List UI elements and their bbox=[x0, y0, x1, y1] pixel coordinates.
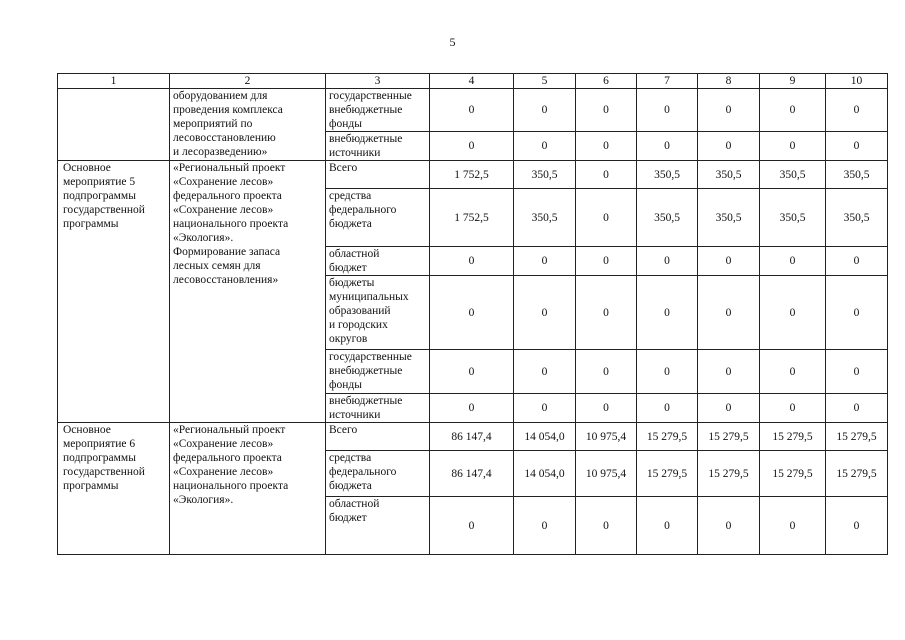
amount-cell: 0 bbox=[760, 132, 826, 161]
amount-cell: 0 bbox=[826, 247, 888, 276]
header-cell: 1 bbox=[58, 74, 170, 89]
amount-cell: 0 bbox=[576, 132, 637, 161]
amount-cell: 0 bbox=[760, 247, 826, 276]
amount-cell: 0 bbox=[637, 497, 698, 555]
amount-cell: 0 bbox=[637, 132, 698, 161]
amount-cell: 0 bbox=[760, 350, 826, 394]
amount-cell: 0 bbox=[698, 247, 760, 276]
header-cell: 9 bbox=[760, 74, 826, 89]
funding-source-cell: Всего bbox=[326, 423, 430, 451]
amount-cell: 0 bbox=[576, 247, 637, 276]
header-cell: 3 bbox=[326, 74, 430, 89]
amount-cell: 0 bbox=[514, 394, 576, 423]
amount-cell: 0 bbox=[514, 89, 576, 132]
amount-cell: 0 bbox=[698, 276, 760, 350]
amount-cell: 350,5 bbox=[760, 161, 826, 189]
amount-cell: 0 bbox=[698, 394, 760, 423]
table-row bbox=[58, 161, 888, 189]
header-cell: 10 bbox=[826, 74, 888, 89]
amount-cell: 0 bbox=[826, 89, 888, 132]
amount-cell: 0 bbox=[514, 132, 576, 161]
amount-cell: 0 bbox=[826, 394, 888, 423]
funding-source-cell: средства федерального бюджета bbox=[326, 451, 430, 497]
amount-cell: 0 bbox=[760, 497, 826, 555]
amount-cell: 0 bbox=[760, 89, 826, 132]
amount-cell: 86 147,4 bbox=[430, 423, 514, 451]
amount-cell: 15 279,5 bbox=[826, 423, 888, 451]
measure-description-cell: «Региональный проект «Сохранение лесов» федерального проекта «Сохранение лесов» национального проекта «Экология». bbox=[170, 423, 326, 555]
funding-source-cell: внебюджетные источники bbox=[326, 394, 430, 423]
amount-cell: 350,5 bbox=[760, 189, 826, 247]
table-row bbox=[58, 423, 888, 451]
amount-cell: 0 bbox=[430, 247, 514, 276]
header-cell: 2 bbox=[170, 74, 326, 89]
amount-cell: 15 279,5 bbox=[760, 451, 826, 497]
amount-cell: 350,5 bbox=[698, 161, 760, 189]
funding-source-cell: бюджеты муниципальных образований и городских округов bbox=[326, 276, 430, 350]
amount-cell: 350,5 bbox=[514, 189, 576, 247]
measure-title-cell: Основное мероприятие 6 подпрограммы государственной программы bbox=[58, 423, 170, 555]
amount-cell: 0 bbox=[760, 394, 826, 423]
measure-description-cell: оборудованием для проведения комплекса мероприятий по лесовосстановлению и лесоразведению» bbox=[170, 89, 326, 161]
header-cell: 7 bbox=[637, 74, 698, 89]
amount-cell: 350,5 bbox=[637, 161, 698, 189]
amount-cell: 0 bbox=[637, 394, 698, 423]
amount-cell: 0 bbox=[430, 497, 514, 555]
amount-cell: 0 bbox=[698, 497, 760, 555]
table-body bbox=[58, 74, 888, 555]
amount-cell: 15 279,5 bbox=[698, 423, 760, 451]
measure-title-cell: Основное мероприятие 5 подпрограммы государственной программы bbox=[58, 161, 170, 423]
funding-source-cell: средства федерального бюджета bbox=[326, 189, 430, 247]
amount-cell: 86 147,4 bbox=[430, 451, 514, 497]
measure-title-cell bbox=[58, 89, 170, 161]
funding-source-cell: государственные внебюджетные фонды bbox=[326, 89, 430, 132]
amount-cell: 15 279,5 bbox=[637, 423, 698, 451]
amount-cell: 0 bbox=[637, 276, 698, 350]
amount-cell: 0 bbox=[576, 497, 637, 555]
amount-cell: 0 bbox=[576, 276, 637, 350]
amount-cell: 0 bbox=[826, 276, 888, 350]
amount-cell: 0 bbox=[698, 89, 760, 132]
amount-cell: 0 bbox=[637, 350, 698, 394]
amount-cell: 0 bbox=[430, 89, 514, 132]
amount-cell: 0 bbox=[514, 350, 576, 394]
amount-cell: 0 bbox=[826, 350, 888, 394]
amount-cell: 15 279,5 bbox=[760, 423, 826, 451]
header-cell: 5 bbox=[514, 74, 576, 89]
amount-cell: 10 975,4 bbox=[576, 451, 637, 497]
amount-cell: 14 054,0 bbox=[514, 423, 576, 451]
funding-source-cell: государственные внебюджетные фонды bbox=[326, 350, 430, 394]
header-cell: 4 bbox=[430, 74, 514, 89]
amount-cell: 0 bbox=[576, 161, 637, 189]
amount-cell: 0 bbox=[637, 247, 698, 276]
amount-cell: 0 bbox=[576, 89, 637, 132]
amount-cell: 350,5 bbox=[637, 189, 698, 247]
budget-table bbox=[57, 73, 888, 555]
funding-source-cell: Всего bbox=[326, 161, 430, 189]
amount-cell: 350,5 bbox=[698, 189, 760, 247]
amount-cell: 0 bbox=[826, 132, 888, 161]
header-cell: 8 bbox=[698, 74, 760, 89]
amount-cell: 0 bbox=[826, 497, 888, 555]
amount-cell: 350,5 bbox=[514, 161, 576, 189]
amount-cell: 0 bbox=[514, 247, 576, 276]
amount-cell: 0 bbox=[698, 132, 760, 161]
amount-cell: 1 752,5 bbox=[430, 161, 514, 189]
amount-cell: 0 bbox=[760, 276, 826, 350]
amount-cell: 0 bbox=[514, 497, 576, 555]
amount-cell: 0 bbox=[430, 394, 514, 423]
amount-cell: 0 bbox=[576, 189, 637, 247]
amount-cell: 15 279,5 bbox=[826, 451, 888, 497]
amount-cell: 10 975,4 bbox=[576, 423, 637, 451]
amount-cell: 0 bbox=[430, 276, 514, 350]
amount-cell: 15 279,5 bbox=[637, 451, 698, 497]
amount-cell: 0 bbox=[576, 394, 637, 423]
amount-cell: 0 bbox=[514, 276, 576, 350]
amount-cell: 0 bbox=[637, 89, 698, 132]
funding-source-cell: областной бюджет bbox=[326, 497, 430, 555]
funding-source-cell: областной бюджет bbox=[326, 247, 430, 276]
amount-cell: 350,5 bbox=[826, 189, 888, 247]
table-row bbox=[58, 89, 888, 132]
header-row bbox=[58, 74, 888, 89]
funding-source-cell: внебюджетные источники bbox=[326, 132, 430, 161]
amount-cell: 14 054,0 bbox=[514, 451, 576, 497]
amount-cell: 1 752,5 bbox=[430, 189, 514, 247]
amount-cell: 350,5 bbox=[826, 161, 888, 189]
page-number: 5 bbox=[449, 35, 456, 49]
header-cell: 6 bbox=[576, 74, 637, 89]
amount-cell: 0 bbox=[576, 350, 637, 394]
amount-cell: 0 bbox=[430, 132, 514, 161]
measure-description-cell: «Региональный проект «Сохранение лесов» федерального проекта «Сохранение лесов» национального проекта «Экология». Формирование запаса лесных семян для лесовосстановления» bbox=[170, 161, 326, 423]
amount-cell: 0 bbox=[430, 350, 514, 394]
amount-cell: 0 bbox=[698, 350, 760, 394]
amount-cell: 15 279,5 bbox=[698, 451, 760, 497]
